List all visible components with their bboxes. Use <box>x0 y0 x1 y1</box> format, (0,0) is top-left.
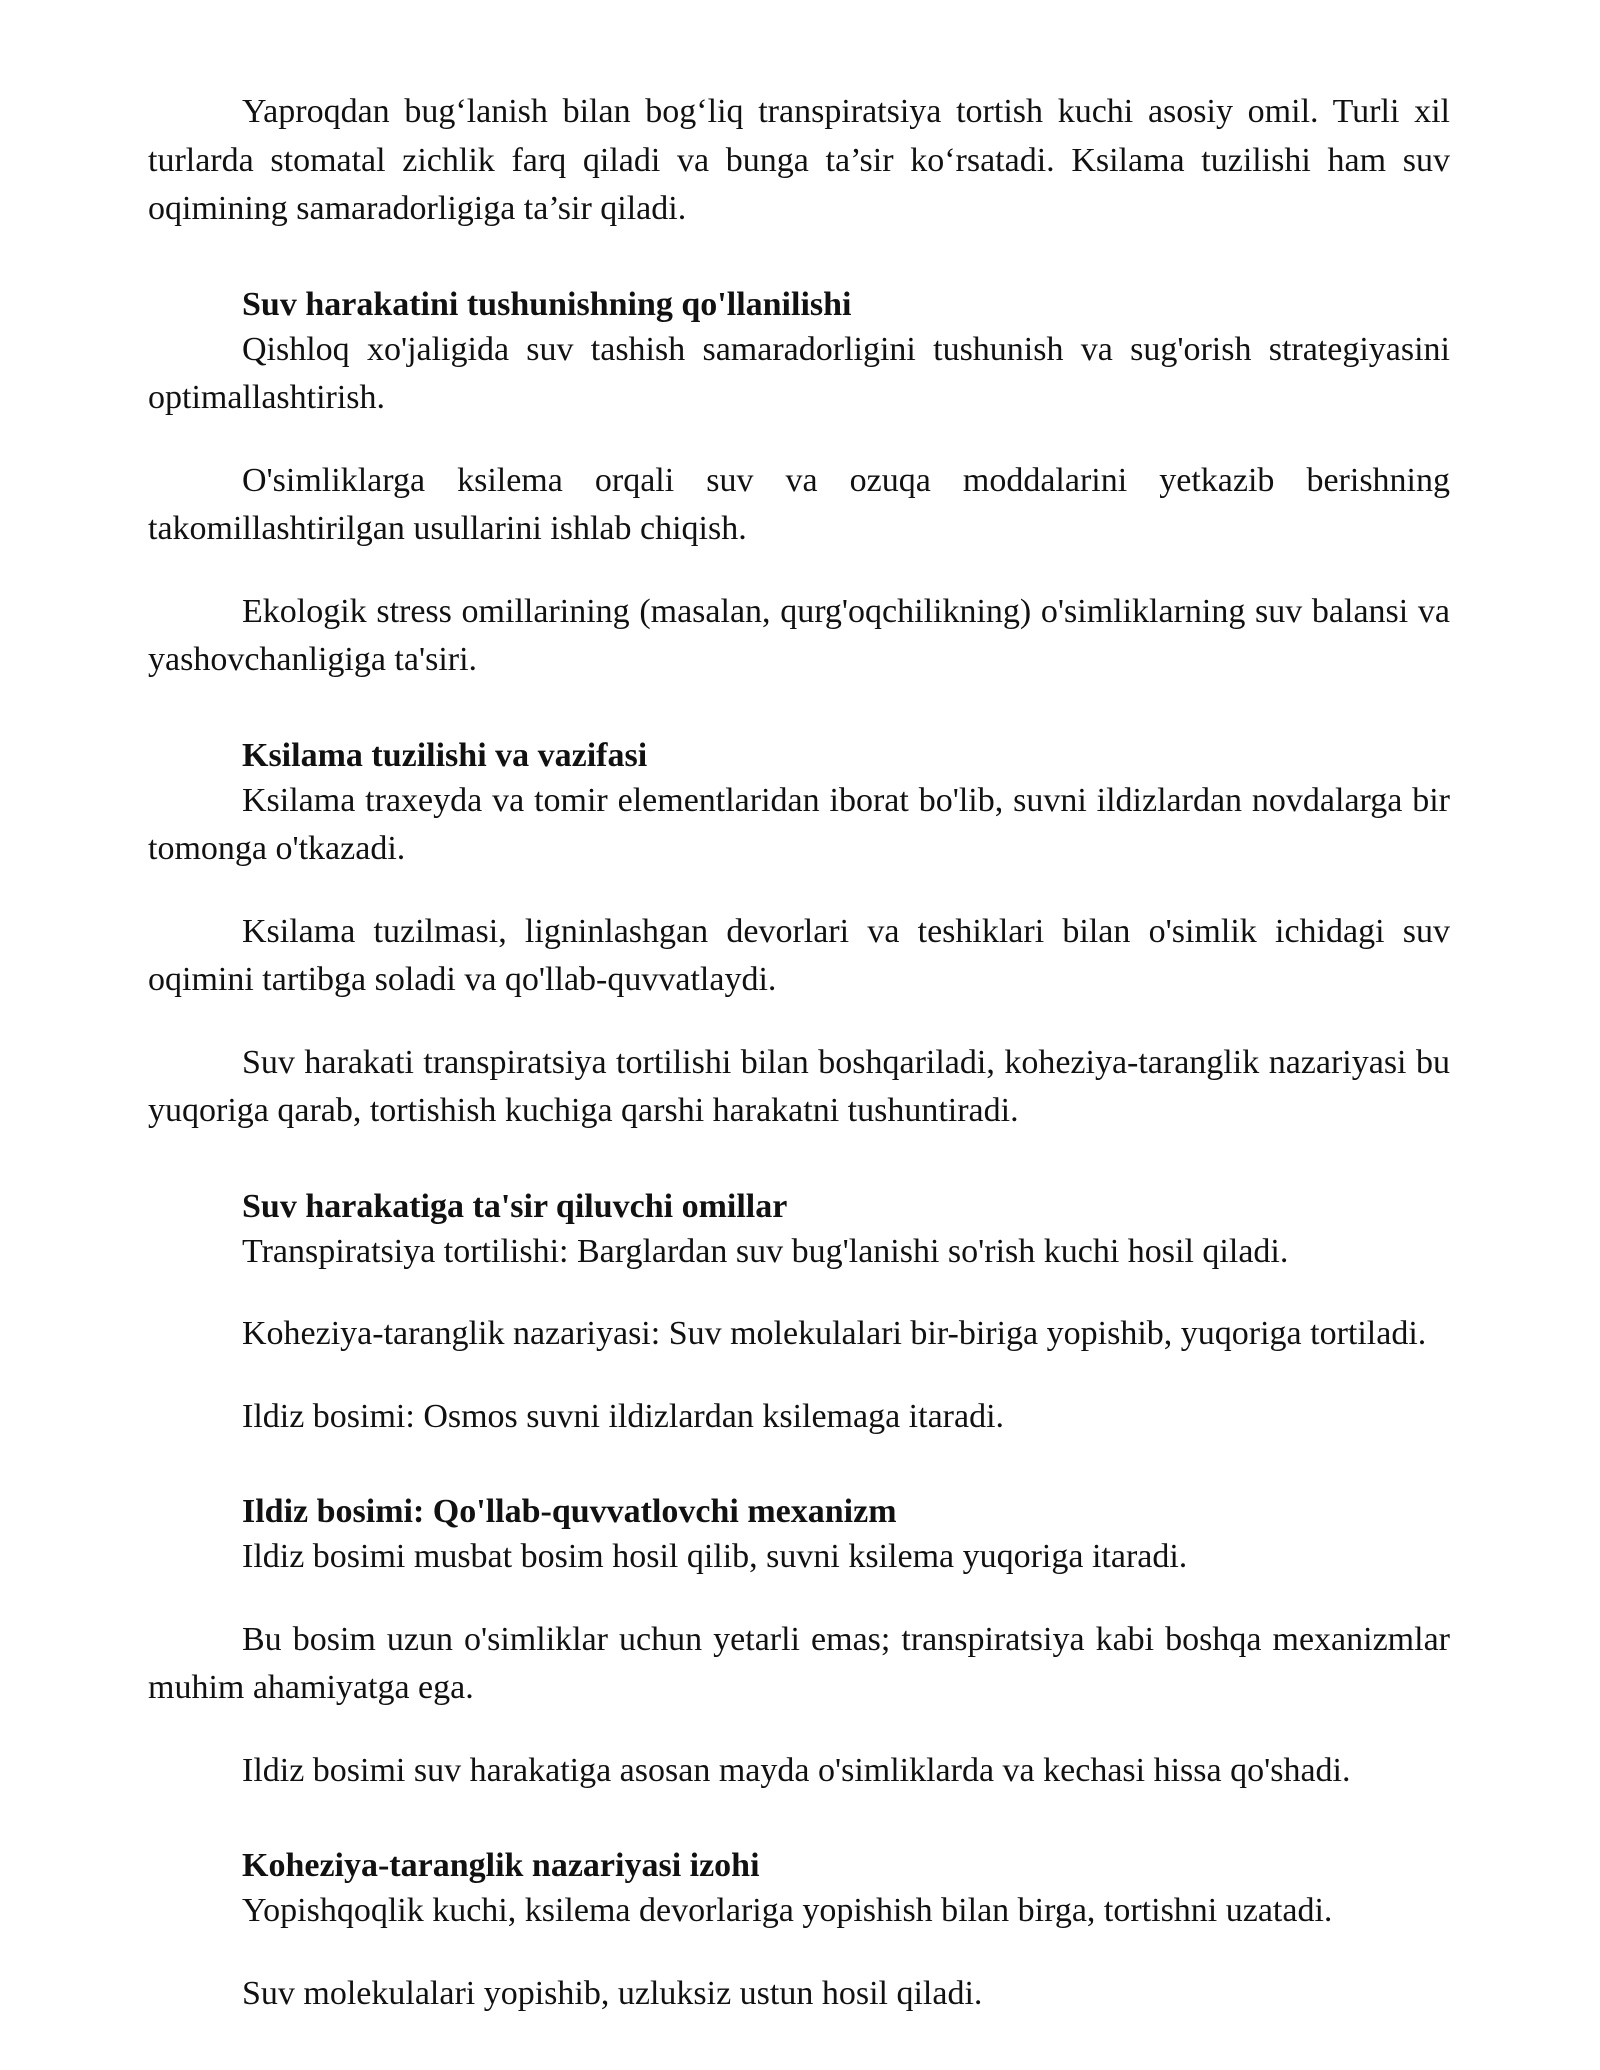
section-paragraph: Bu bosim uzun o'simliklar uchun yetarli emas; transpiratsiya kabi boshqa mexanizmlar muhim ahamiyatga ega. <box>148 1620 1450 1706</box>
section-paragraph: Ksilama traxeyda va tomir elementlaridan iborat bo'lib, suvni ildizlardan novdalarga bir tomonga o'tkazadi. <box>148 781 1450 867</box>
section-root-pressure <box>148 1491 1450 1795</box>
section-xylem-structure <box>148 735 1450 1136</box>
section-heading: Koheziya-taranglik nazariyasi izohi <box>242 1847 760 1884</box>
section-paragraph: Suv molekulalari yopishib, uzluksiz ustun hosil qiladi. <box>242 1974 983 2012</box>
document-page <box>148 88 1450 2018</box>
section-factors <box>148 1186 1450 1442</box>
section-paragraph: Ildiz bosimi suv harakatiga asosan mayda o'simliklarda va kechasi hissa qo'shadi. <box>242 1751 1351 1789</box>
section-heading: Ildiz bosimi: Qo'llab-quvvatlovchi mexanizm <box>242 1493 897 1530</box>
section-paragraph: Ildiz bosimi musbat bosim hosil qilib, suvni ksilema yuqoriga itaradi. <box>242 1538 1188 1575</box>
intro-paragraph: Yaproqdan bug‘lanish bilan bog‘liq transpiratsiya tortish kuchi asosiy omil. Turli xil turlarda stomatal zichlik farq qiladi va bunga ta’sir ko‘rsatadi. Ksilama tuzilishi ham suv oqimining samaradorligiga ta’sir qiladi. <box>148 93 1450 227</box>
section-paragraph: Ekologik stress omillarining (masalan, qurg'oqchilikning) o'simliklarning suv balansi va yashovchanligiga ta'siri. <box>148 592 1450 678</box>
section-heading: Suv harakatiga ta'sir qiluvchi omillar <box>242 1187 788 1225</box>
section-paragraph: Ksilama tuzilmasi, ligninlashgan devorlari va teshiklari bilan o'simlik ichidagi suv oqimini tartibga soladi va qo'llab-quvvatlaydi. <box>148 912 1450 998</box>
section-paragraph: O'simliklarga ksilema orqali suv va ozuqa moddalarini yetkazib berishning takomillashtirilgan usullarini ishlab chiqish. <box>148 461 1450 547</box>
section-paragraph: Transpiratsiya tortilishi: Barglardan suv bug'lanishi so'rish kuchi hosil qiladi. <box>242 1232 1289 1270</box>
section-paragraph: Yopishqoqlik kuchi, ksilema devorlariga yopishish bilan birga, tortishni uzatadi. <box>242 1892 1333 1929</box>
section-heading: Suv harakatini tushunishning qo'llanilishi <box>242 285 852 323</box>
section-paragraph: Ildiz bosimi: Osmos suvni ildizlardan ksilemaga itaradi. <box>242 1397 1005 1435</box>
section-cohesion-tension <box>148 1845 1450 2018</box>
section-heading: Ksilama tuzilishi va vazifasi <box>242 736 648 774</box>
section-paragraph: Suv harakati transpiratsiya tortilishi bilan boshqariladi, koheziya-taranglik nazariyasi bu yuqoriga qarab, tortishish kuchiga qarshi harakatni tushuntiradi. <box>148 1043 1450 1129</box>
section-paragraph: Koheziya-taranglik nazariyasi: Suv molekulalari bir-biriga yopishib, yuqoriga tortiladi. <box>242 1315 1427 1352</box>
section-paragraph: Qishloq xo'jaligida suv tashish samaradorligini tushunish va sug'orish strategiyasini optimallashtirish. <box>148 330 1450 416</box>
section-applications <box>148 284 1450 685</box>
